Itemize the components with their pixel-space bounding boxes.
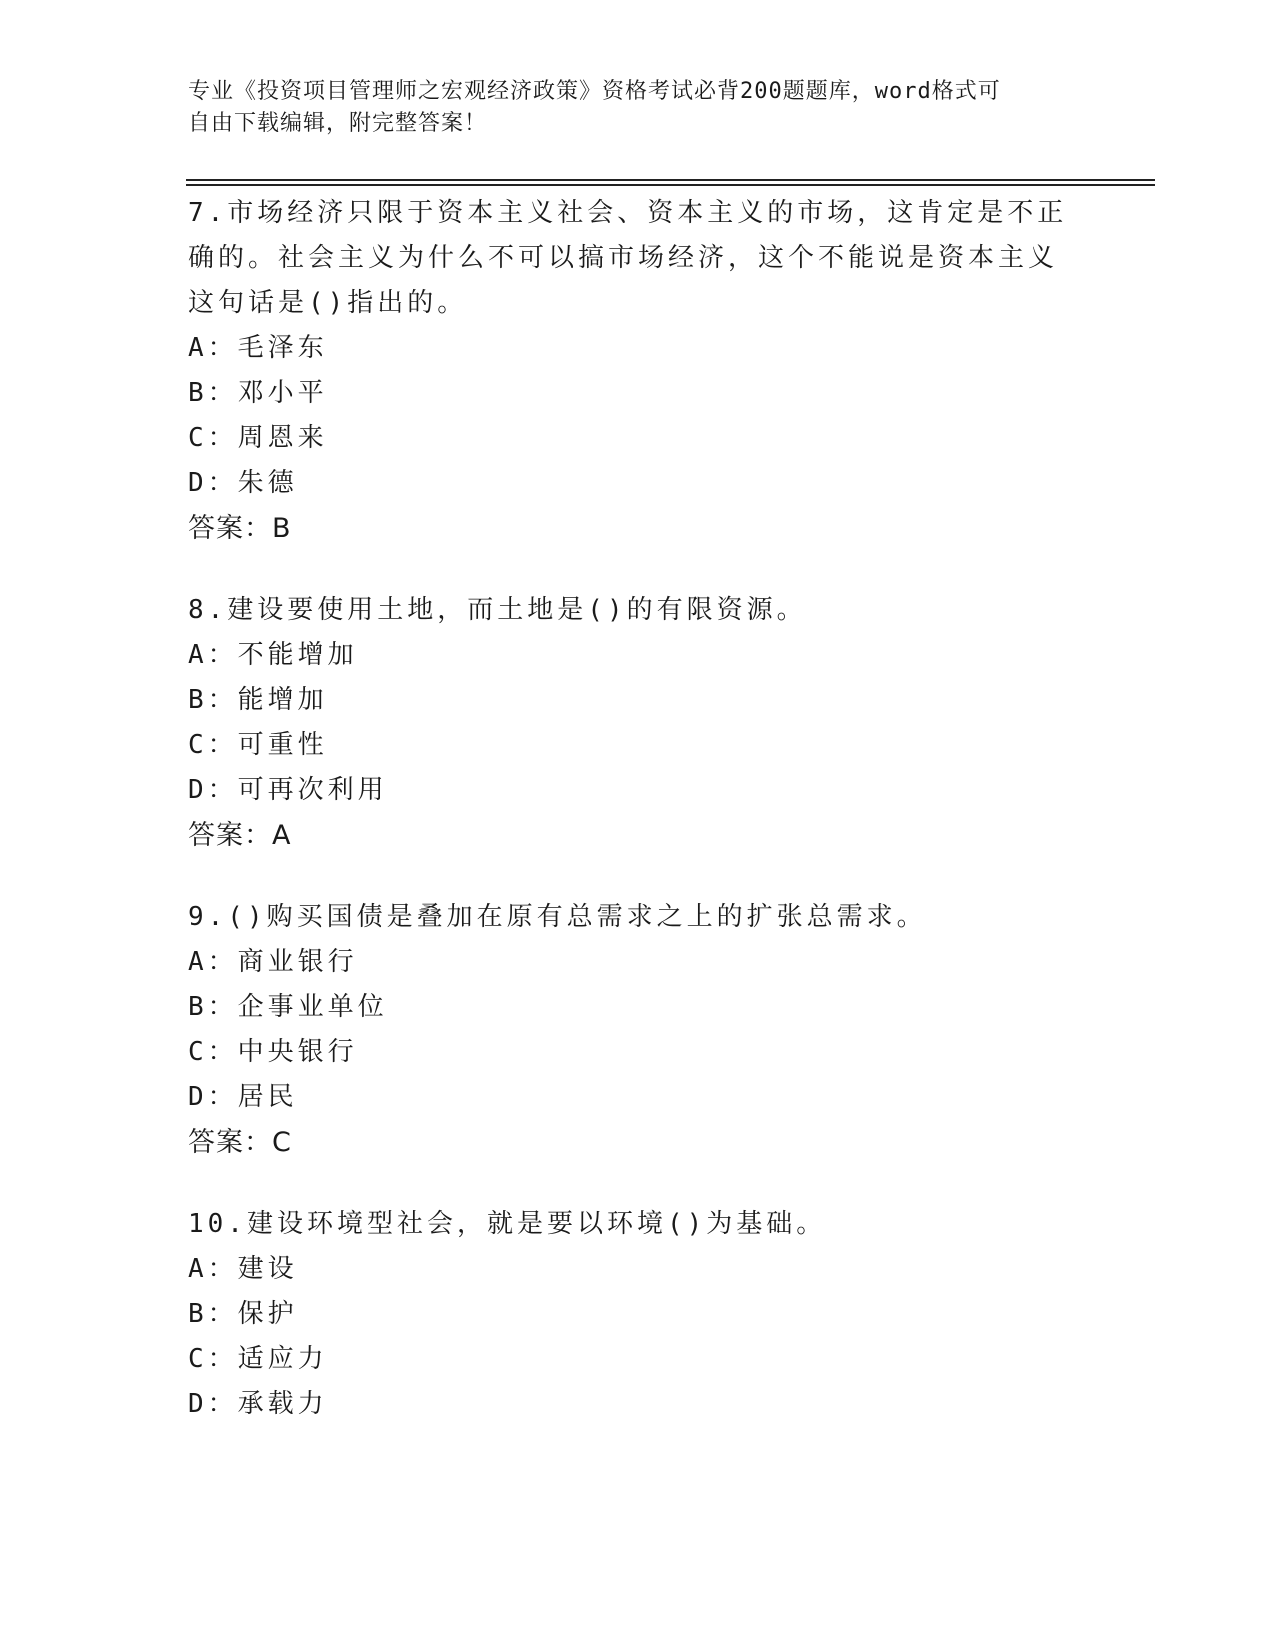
header-divider-top [186, 179, 1155, 181]
option-a: A：商业银行 [188, 947, 358, 977]
option-b: B：邓小平 [188, 378, 328, 408]
answer-line: 答案：B [188, 513, 292, 544]
option-d: D：朱德 [188, 468, 298, 498]
option-c: C：周恩来 [188, 423, 328, 453]
header-line-2: 自由下载编辑，附完整答案！ [188, 111, 488, 136]
header-divider-bottom [186, 184, 1155, 186]
option-b: B：能增加 [188, 685, 328, 715]
option-b: B：企事业单位 [188, 992, 388, 1022]
option-c: C：可重性 [188, 730, 328, 760]
option-c: C：适应力 [188, 1344, 328, 1374]
answer-line: 答案：C [188, 1127, 292, 1158]
question-text: 8.建设要使用土地，而土地是()的有限资源。 [188, 595, 807, 625]
question-8 [188, 588, 1068, 859]
option-a: A：不能增加 [188, 640, 358, 670]
question-text: 10.建设环境型社会，就是要以环境()为基础。 [188, 1209, 827, 1239]
question-10 [188, 1202, 1068, 1427]
header-line-1: 专业《投资项目管理师之宏观经济政策》资格考试必背200题题库，word格式可 [188, 79, 1001, 104]
option-d: D：承载力 [188, 1389, 328, 1419]
option-d: D：居民 [188, 1082, 298, 1112]
answer-line: 答案：A [188, 820, 292, 851]
question-7 [188, 191, 1068, 552]
question-list [188, 191, 1068, 1463]
question-text: 7.市场经济只限于资本主义社会、资本主义的市场，这肯定是不正确的。社会主义为什么不可以搞市场经济，这个不能说是资本主义这句话是()指出的。 [188, 198, 1068, 318]
question-text: 9.()购买国债是叠加在原有总需求之上的扩张总需求。 [188, 902, 927, 932]
document-header [188, 76, 1068, 140]
option-c: C：中央银行 [188, 1037, 358, 1067]
option-b: B：保护 [188, 1299, 298, 1329]
option-d: D：可再次利用 [188, 775, 388, 805]
option-a: A：毛泽东 [188, 333, 328, 363]
option-a: A：建设 [188, 1254, 298, 1284]
question-9 [188, 895, 1068, 1166]
